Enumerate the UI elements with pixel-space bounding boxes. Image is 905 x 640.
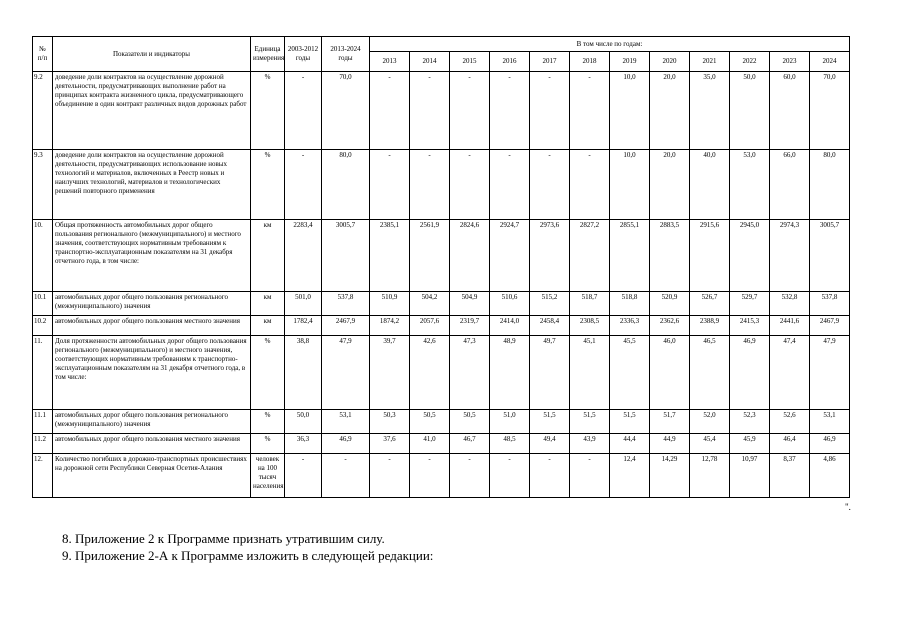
value-year-2016: - (490, 454, 530, 498)
value-year-2018: 2308,5 (570, 316, 610, 336)
value-year-2021: 40,0 (690, 150, 730, 220)
value-year-2013: 1874,2 (370, 316, 410, 336)
value-year-2019: 12,4 (610, 454, 650, 498)
value-year-2020: 2362,6 (650, 316, 690, 336)
header-year-2016: 2016 (490, 52, 530, 72)
header-year-2020: 2020 (650, 52, 690, 72)
value-year-2022: 46,9 (730, 336, 770, 410)
value-2013-2024: 46,9 (322, 434, 370, 454)
value-year-2019: 518,8 (610, 292, 650, 316)
value-year-2021: 2388,9 (690, 316, 730, 336)
value-year-2017: - (530, 150, 570, 220)
value-year-2021: 35,0 (690, 72, 730, 150)
value-year-2017: 49,4 (530, 434, 570, 454)
table-row (33, 434, 850, 454)
header-period-2013-2024: 2013-2024 годы (322, 37, 370, 72)
value-year-2015: 2319,7 (450, 316, 490, 336)
value-2003-2012: - (285, 150, 322, 220)
unit-cell: % (251, 434, 285, 454)
value-year-2023: 66,0 (770, 150, 810, 220)
value-year-2022: 2415,3 (730, 316, 770, 336)
value-year-2017: 515,2 (530, 292, 570, 316)
value-year-2018: 43,9 (570, 434, 610, 454)
table-row (33, 454, 850, 498)
value-year-2017: - (530, 72, 570, 150)
header-year-2019: 2019 (610, 52, 650, 72)
value-2013-2024: 53,1 (322, 410, 370, 434)
header-year-2014: 2014 (410, 52, 450, 72)
table-body (33, 72, 850, 498)
value-year-2020: 46,0 (650, 336, 690, 410)
value-2003-2012: 1782,4 (285, 316, 322, 336)
value-year-2016: 510,6 (490, 292, 530, 316)
row-number: 10.1 (33, 292, 53, 316)
header-year-2018: 2018 (570, 52, 610, 72)
value-year-2018: - (570, 72, 610, 150)
table-row (33, 72, 850, 150)
value-2003-2012: 2283,4 (285, 220, 322, 292)
value-year-2016: - (490, 150, 530, 220)
unit-cell: % (251, 336, 285, 410)
header-year-2024: 2024 (810, 52, 850, 72)
table-row (33, 316, 850, 336)
value-year-2016: 48,9 (490, 336, 530, 410)
value-year-2019: 10,0 (610, 150, 650, 220)
indicator-name: автомобильных дорог общего пользования местного значения (53, 434, 251, 454)
row-number: 11.2 (33, 434, 53, 454)
row-number: 11. (33, 336, 53, 410)
value-year-2023: 52,6 (770, 410, 810, 434)
value-year-2019: 10,0 (610, 72, 650, 150)
value-year-2013: - (370, 150, 410, 220)
header-year-2013: 2013 (370, 52, 410, 72)
value-year-2020: 44,9 (650, 434, 690, 454)
value-year-2014: 41,0 (410, 434, 450, 454)
value-year-2014: 2057,6 (410, 316, 450, 336)
value-year-2021: 12,78 (690, 454, 730, 498)
value-year-2024: 537,8 (810, 292, 850, 316)
value-2003-2012: - (285, 454, 322, 498)
indicator-name: автомобильных дорог общего пользования регионального (межмуниципального) значения (53, 410, 251, 434)
value-2013-2024: 80,0 (322, 150, 370, 220)
value-year-2015: 50,5 (450, 410, 490, 434)
value-year-2017: 51,5 (530, 410, 570, 434)
value-year-2020: 20,0 (650, 150, 690, 220)
value-2003-2012: 501,0 (285, 292, 322, 316)
header-year-2022: 2022 (730, 52, 770, 72)
row-number: 12. (33, 454, 53, 498)
unit-cell: км (251, 316, 285, 336)
unit-cell: % (251, 410, 285, 434)
value-year-2019: 45,5 (610, 336, 650, 410)
value-year-2015: 504,9 (450, 292, 490, 316)
value-year-2018: 45,1 (570, 336, 610, 410)
indicator-name: доведение доли контрактов на осуществление дорожной деятельности, предусматривающих выполнение работ на принципах контракта жизненного цикла, предусматривающего объединение в один контракт различных видов дорожных работ (53, 72, 251, 150)
value-year-2015: 2824,6 (450, 220, 490, 292)
value-year-2020: 51,7 (650, 410, 690, 434)
value-year-2019: 2336,3 (610, 316, 650, 336)
unit-cell: человек на 100 тысяч населения (251, 454, 285, 498)
value-2013-2024: 3005,7 (322, 220, 370, 292)
value-year-2013: - (370, 454, 410, 498)
value-2003-2012: 38,8 (285, 336, 322, 410)
value-year-2018: 2827,2 (570, 220, 610, 292)
row-number: 10.2 (33, 316, 53, 336)
value-2003-2012: - (285, 72, 322, 150)
value-year-2020: 14,29 (650, 454, 690, 498)
value-year-2021: 46,5 (690, 336, 730, 410)
value-year-2024: 47,9 (810, 336, 850, 410)
header-num: № п/п (33, 37, 53, 72)
header-year-2017: 2017 (530, 52, 570, 72)
value-year-2024: 3005,7 (810, 220, 850, 292)
value-2003-2012: 50,0 (285, 410, 322, 434)
value-year-2015: - (450, 454, 490, 498)
indicator-name: доведение доли контрактов на осуществление дорожной деятельности, предусматривающих использование новых технологий и материалов, включенных в Реестр новых и наилучших технологий, материалов и технологических решений повторного применения (53, 150, 251, 220)
value-year-2024: 70,0 (810, 72, 850, 150)
value-year-2013: - (370, 72, 410, 150)
value-year-2015: 47,3 (450, 336, 490, 410)
indicator-name: Доля протяженности автомобильных дорог общего пользования регионального (межмуниципального) и местного значения, соответствующих нормативным требованиям к транспортно-эксплуатационным показателям на 31 декабря отчетного года, в том числе: (53, 336, 251, 410)
value-year-2014: 504,2 (410, 292, 450, 316)
row-number: 10. (33, 220, 53, 292)
value-2003-2012: 36,3 (285, 434, 322, 454)
value-year-2022: 529,7 (730, 292, 770, 316)
value-2013-2024: - (322, 454, 370, 498)
value-year-2018: 518,7 (570, 292, 610, 316)
value-year-2023: 47,4 (770, 336, 810, 410)
unit-cell: км (251, 220, 285, 292)
closing-quote: ". (845, 502, 851, 512)
table-row (33, 410, 850, 434)
paragraph-9: 9. Приложение 2-А к Программе изложить в следующей редакции: (62, 548, 434, 563)
header-year-2015: 2015 (450, 52, 490, 72)
header-year-2021: 2021 (690, 52, 730, 72)
value-year-2014: - (410, 150, 450, 220)
header-unit: Единица измерения (251, 37, 285, 72)
header-period-2003-2012: 2003-2012 годы (285, 37, 322, 72)
value-year-2015: - (450, 72, 490, 150)
value-2013-2024: 70,0 (322, 72, 370, 150)
value-year-2022: 50,0 (730, 72, 770, 150)
value-year-2023: 60,0 (770, 72, 810, 150)
table-row (33, 292, 850, 316)
value-year-2015: - (450, 150, 490, 220)
value-year-2020: 20,0 (650, 72, 690, 150)
value-year-2023: 2441,6 (770, 316, 810, 336)
value-year-2014: 50,5 (410, 410, 450, 434)
value-year-2016: 48,5 (490, 434, 530, 454)
header-indicator: Показатели и индикаторы (53, 37, 251, 72)
value-year-2022: 45,9 (730, 434, 770, 454)
value-year-2021: 52,0 (690, 410, 730, 434)
value-year-2023: 2974,3 (770, 220, 810, 292)
indicators-table (32, 36, 850, 498)
indicator-name: автомобильных дорог общего пользования местного значения (53, 316, 251, 336)
value-year-2019: 51,5 (610, 410, 650, 434)
header-year-2023: 2023 (770, 52, 810, 72)
value-year-2022: 2945,0 (730, 220, 770, 292)
value-year-2022: 10,97 (730, 454, 770, 498)
value-year-2018: 51,5 (570, 410, 610, 434)
value-year-2024: 46,9 (810, 434, 850, 454)
value-year-2014: 42,6 (410, 336, 450, 410)
value-year-2014: - (410, 454, 450, 498)
value-year-2017: 2458,4 (530, 316, 570, 336)
unit-cell: % (251, 72, 285, 150)
row-number: 9.2 (33, 72, 53, 150)
value-year-2022: 53,0 (730, 150, 770, 220)
value-year-2014: 2561,9 (410, 220, 450, 292)
value-year-2022: 52,3 (730, 410, 770, 434)
value-year-2023: 532,8 (770, 292, 810, 316)
indicator-name: автомобильных дорог общего пользования регионального (межмуниципального) значения (53, 292, 251, 316)
row-number: 11.1 (33, 410, 53, 434)
value-year-2016: 2924,7 (490, 220, 530, 292)
value-2013-2024: 47,9 (322, 336, 370, 410)
table-row (33, 220, 850, 292)
value-year-2020: 520,9 (650, 292, 690, 316)
value-year-2016: - (490, 72, 530, 150)
value-year-2024: 4,86 (810, 454, 850, 498)
row-number: 9.3 (33, 150, 53, 220)
value-year-2020: 2883,5 (650, 220, 690, 292)
unit-cell: км (251, 292, 285, 316)
table-row (33, 150, 850, 220)
value-year-2018: - (570, 454, 610, 498)
value-year-2017: 2973,6 (530, 220, 570, 292)
value-year-2024: 53,1 (810, 410, 850, 434)
value-year-2023: 8,37 (770, 454, 810, 498)
value-year-2021: 526,7 (690, 292, 730, 316)
value-year-2013: 2385,1 (370, 220, 410, 292)
indicator-name: Количество погибших в дорожно-транспортных происшествиях на дорожной сети Республики Северная Осетия-Алания (53, 454, 251, 498)
value-year-2016: 2414,0 (490, 316, 530, 336)
value-year-2018: - (570, 150, 610, 220)
value-year-2015: 46,7 (450, 434, 490, 454)
unit-cell: % (251, 150, 285, 220)
value-year-2024: 80,0 (810, 150, 850, 220)
value-year-2021: 45,4 (690, 434, 730, 454)
value-year-2024: 2467,9 (810, 316, 850, 336)
paragraph-8: 8. Приложение 2 к Программе признать утратившим силу. (62, 531, 385, 546)
value-year-2016: 51,0 (490, 410, 530, 434)
indicator-name: Общая протяженность автомобильных дорог общего пользования регионального (межмуниципального) и местного значения, соответствующих нормативным требованиям к транспортно-эксплуатационным показателям на 31 декабря отчетного года, в том числе: (53, 220, 251, 292)
value-year-2013: 39,7 (370, 336, 410, 410)
value-year-2019: 44,4 (610, 434, 650, 454)
table-header (33, 37, 850, 72)
table-row (33, 336, 850, 410)
value-year-2013: 50,3 (370, 410, 410, 434)
value-year-2013: 37,6 (370, 434, 410, 454)
value-2013-2024: 537,8 (322, 292, 370, 316)
value-year-2019: 2855,1 (610, 220, 650, 292)
value-year-2013: 510,9 (370, 292, 410, 316)
value-year-2021: 2915,6 (690, 220, 730, 292)
value-year-2017: - (530, 454, 570, 498)
value-year-2023: 46,4 (770, 434, 810, 454)
header-by-year: В том числе по годам: (370, 37, 850, 52)
value-year-2017: 49,7 (530, 336, 570, 410)
value-year-2014: - (410, 72, 450, 150)
value-2013-2024: 2467,9 (322, 316, 370, 336)
